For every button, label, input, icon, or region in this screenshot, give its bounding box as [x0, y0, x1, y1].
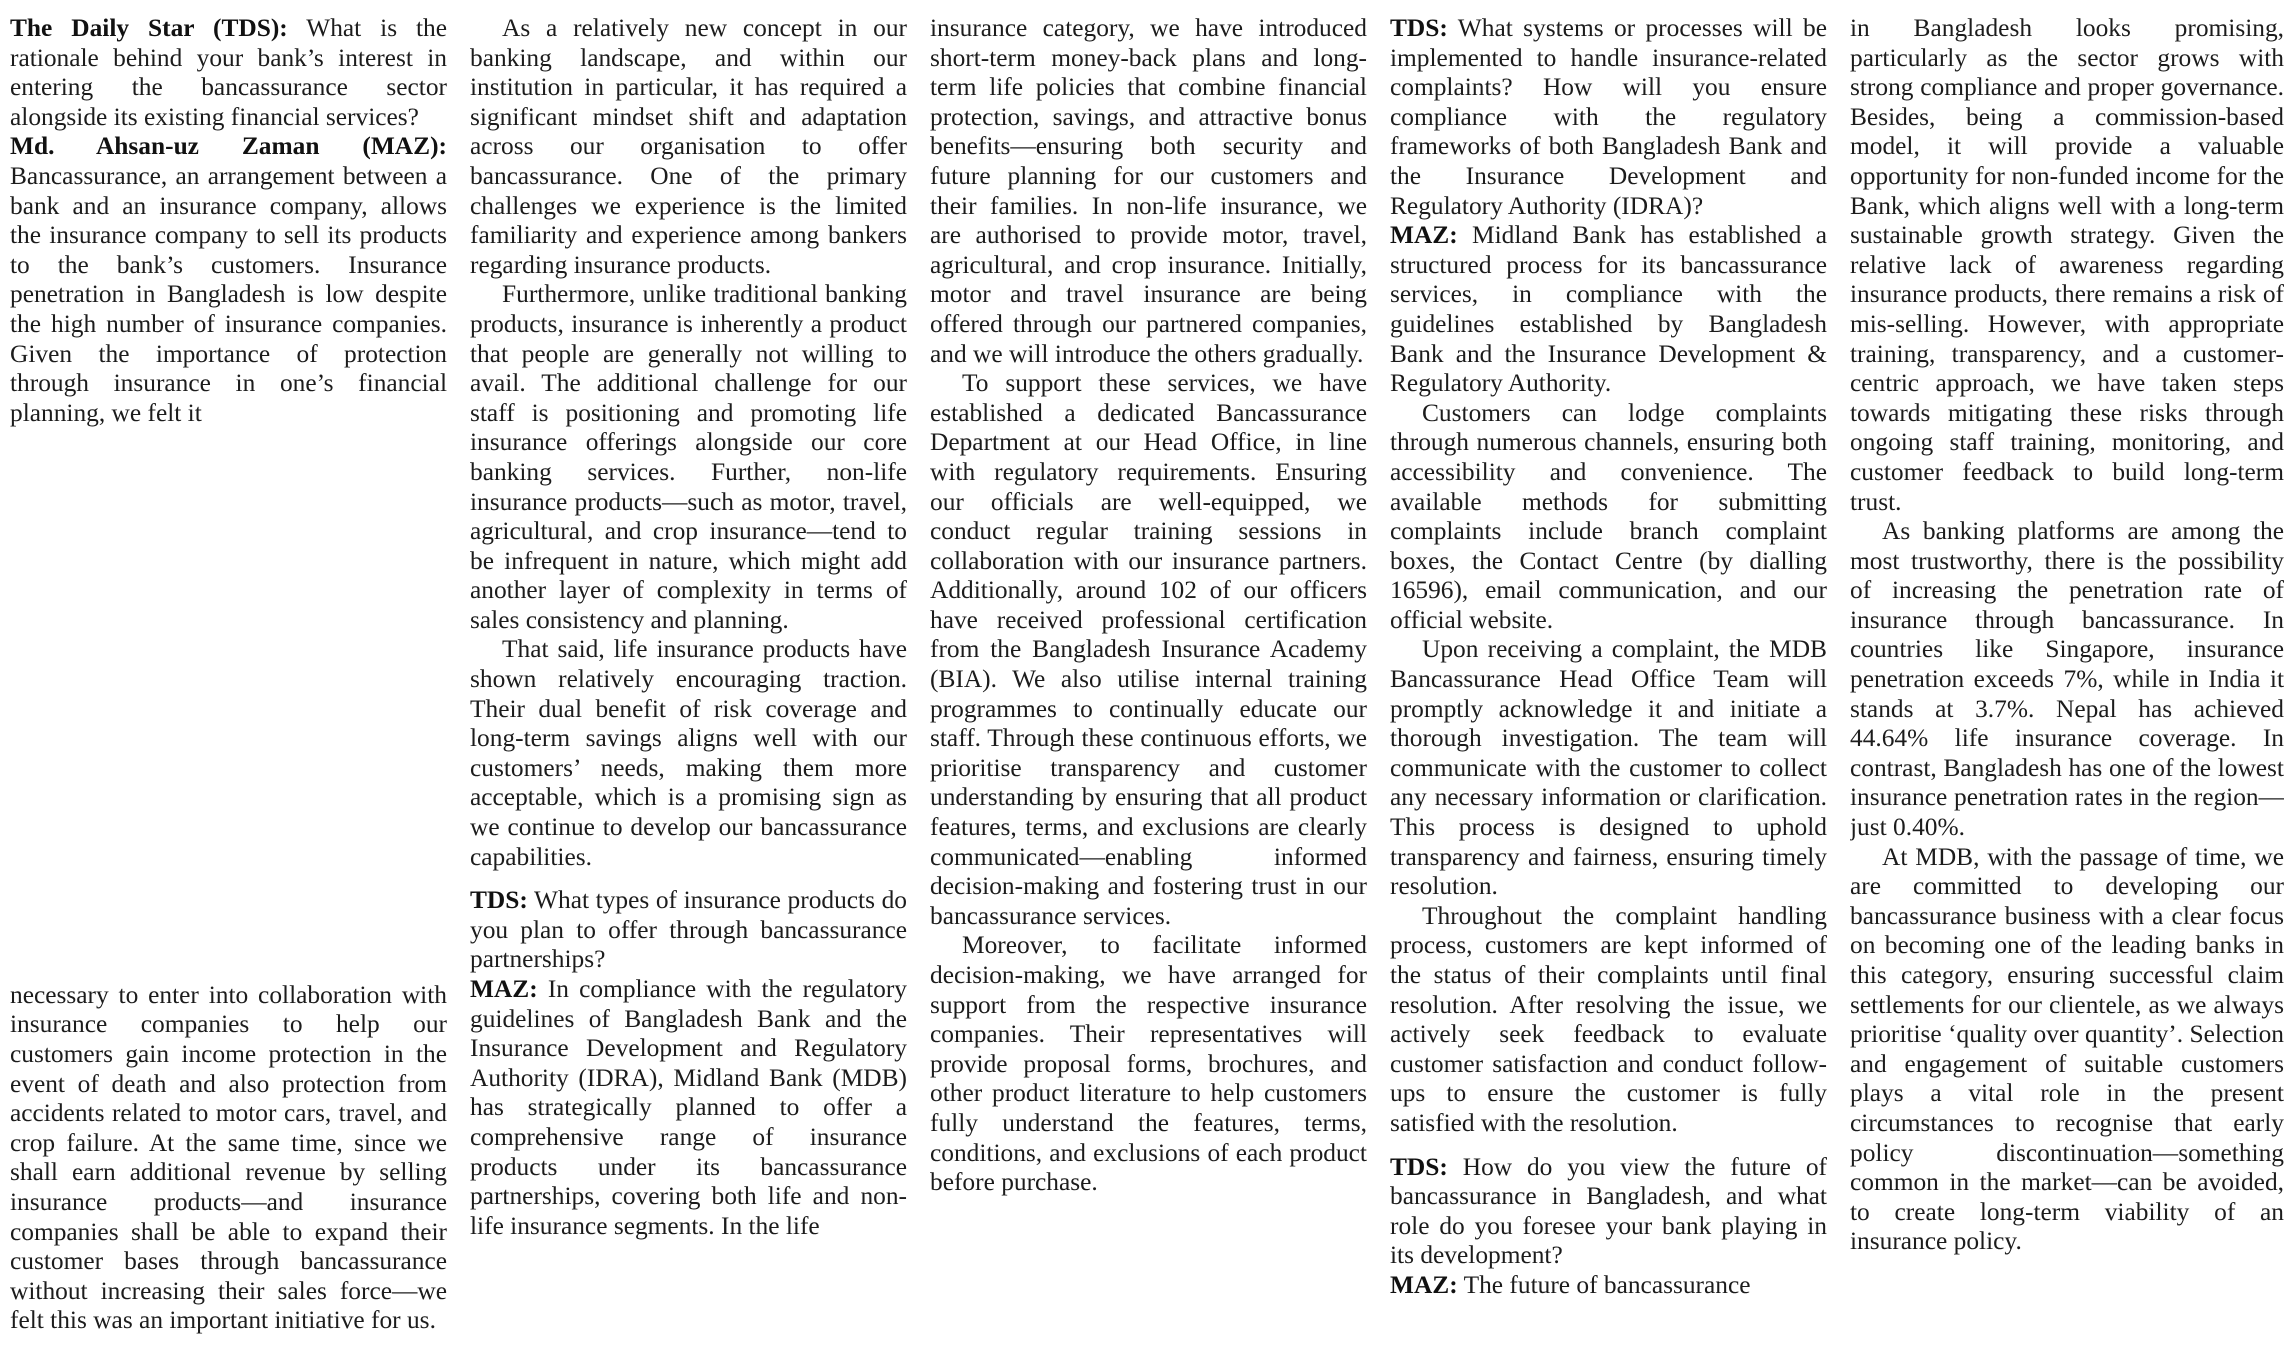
- speaker-label: MAZ:: [1390, 221, 1458, 250]
- question-1: [10, 14, 447, 132]
- paragraph: in Bangladesh looks promising, particularly as the sector grows with strong compliance and proper governance. Besides, being a commission-based model, it will provide a valuable opportunity for non-funded income for the Bank, which aligns well with a long-term sustainable growth strategy. Given the relative lack of awareness regarding insurance products, there remains a risk of mis-selling. However, with appropriate training, transparency, and a customer-centric approach, we have taken steps towards mitigating these risks through ongoing staff training, monitoring, and customer feedback to build long-term trust.: [1850, 14, 2284, 516]
- question-text: What systems or processes will be implemented to handle insurance-related complaints? How will you ensure compliance with the regulatory frameworks of both Bangladesh Bank and the Insurance Development and Regulatory Authority (IDRA)?: [1390, 14, 1827, 220]
- answer-text: The future of bancassurance: [1463, 1270, 1751, 1299]
- speaker-label: MAZ:: [1390, 1270, 1458, 1299]
- paragraph: That said, life insurance products have shown relatively encouraging traction. Their dual benefit of risk coverage and long-term savings aligns well with our customers’ needs, making them more acceptable, which is a promising sign as we continue to develop our bancassurance capabilities.: [470, 635, 907, 871]
- paragraph: Customers can lodge complaints through numerous channels, ensuring both accessibility and convenience. The available methods for submitting complaints include branch complaint boxes, the Contact Centre (by dialling 16596), email communication, and our official website.: [1390, 398, 1827, 634]
- speaker-label: MAZ:: [470, 975, 538, 1003]
- question-2: [470, 886, 907, 975]
- answer-4: [1390, 1271, 1827, 1301]
- speaker-label: TDS:: [1390, 1152, 1448, 1181]
- paragraph: To support these services, we have established a dedicated Bancassurance Department at our Head Office, in line with regulatory requirements. Ensuring our officials are well-equipped, we conduct regular training sessions in collaboration with our insurance partners. Additionally, around 102 of our officers have received professional certification from the Bangladesh Insurance Academy (BIA). We also utilise internal training programmes to continually educate our staff. Through these continuous efforts, we prioritise transparency and customer understanding by ensuring that all product features, terms, and exclusions are clearly communicated—enabling informed decision-making and fostering trust in our bancassurance services.: [930, 369, 1367, 930]
- question-text: What types of insurance products do you plan to offer through bancassurance partnerships?: [470, 886, 907, 974]
- paragraph: Upon receiving a complaint, the MDB Bancassurance Head Office Team will promptly acknowledge it and initiate a thorough investigation. The team will communicate with the customer to collect any necessary information or clarification. This process is designed to uphold transparency and fairness, ensuring timely resolution.: [1390, 635, 1827, 901]
- question-text: What is the rationale behind your bank’s interest in entering the bancassurance sector alongside its existing financial services?: [10, 14, 447, 131]
- answer-1-continued: [10, 981, 447, 1336]
- paragraph: necessary to enter into collaboration with insurance companies to help our customers gain income protection in the event of death and also protection from accidents related to motor cars, travel, and crop failure. At the same time, since we shall earn additional revenue by selling insurance products—and insurance companies shall be able to expand their customer bases through bancassurance without increasing their sales force—we felt this was an important initiative for us.: [10, 980, 447, 1335]
- paragraph: As banking platforms are among the most trustworthy, there is the possibility of increasing the penetration rate of insurance through bancassurance. In countries like Singapore, insurance penetration exceeds 7%, while in India it stands at 3.7%. Nepal has achieved 44.64% life insurance coverage. In contrast, Bangladesh has one of the lowest insurance penetration rates in the region—just 0.40%.: [1850, 517, 2284, 842]
- paragraph: Throughout the complaint handling process, customers are kept informed of the status of their complaints until final resolution. After resolving the issue, we actively seek feedback to evaluate customer satisfaction and conduct follow-ups to ensure the customer is fully satisfied with the resolution.: [1390, 901, 1827, 1137]
- question-4: [1390, 1153, 1827, 1271]
- article-column-4: [1390, 14, 1827, 1338]
- answer-text: Midland Bank has established a structured process for its bancassurance services, in compliance with the guidelines established by Bangladesh Bank and the Insurance Development & Regulatory Authority.: [1390, 221, 1827, 398]
- speaker-label: The Daily Star (TDS):: [10, 14, 288, 42]
- paragraph: Moreover, to facilitate informed decision-making, we have arranged for support from the respective insurance companies. Their representatives will provide proposal forms, brochures, and other product literature to help customers fully understand the features, terms, conditions, and exclusions of each product before purchase.: [930, 931, 1367, 1197]
- paragraph: At MDB, with the passage of time, we are committed to developing our bancassurance business with a clear focus on becoming one of the leading banks in this category, ensuring successful claim settlements for our clientele, as we always prioritise ‘quality over quantity’. Selection and engagement of suitable customers plays a vital role in the present circumstances to recognise that early policy discontinuation—something common in the market—can be avoided, to create long-term viability of an insurance policy.: [1850, 842, 2284, 1256]
- article-column-3: [930, 14, 1367, 1338]
- answer-1: [10, 132, 447, 428]
- question-text: How do you view the future of bancassurance in Bangladesh, and what role do you foresee your bank playing in its development?: [1390, 1152, 1827, 1270]
- speaker-label: TDS:: [1390, 14, 1448, 42]
- answer-text: In compliance with the regulatory guidelines of Bangladesh Bank and the Insurance Development and Regulatory Authority (IDRA), Midland Bank (MDB) has strategically planned to offer a comprehensive range of insurance products under its bancassurance partnerships, covering both life and non-life insurance segments. In the life: [470, 975, 907, 1240]
- answer-2: [470, 975, 907, 1241]
- paragraph: insurance category, we have introduced short-term money-back plans and long-term life policies that combine financial protection, savings, and attractive bonus benefits—ensuring both security and future planning for our customers and their families. In non-life insurance, we are authorised to provide motor, travel, agricultural, and crop insurance. Initially, motor and travel insurance are being offered through our partnered companies, and we will introduce the others gradually.: [930, 14, 1367, 368]
- paragraph: As a relatively new concept in our banking landscape, and within our institution in particular, it has required a significant mindset shift and adaptation across our organisation to offer bancassurance. One of the primary challenges we experience is the limited familiarity and experience among bankers regarding insurance products.: [470, 14, 907, 279]
- article-column-1: [10, 14, 447, 1338]
- article-column-2: [470, 14, 907, 1338]
- question-3: [1390, 14, 1827, 221]
- paragraph: Furthermore, unlike traditional banking products, insurance is inherently a product that people are generally not willing to avail. The additional challenge for our staff is positioning and promoting life insurance offerings alongside our core banking services. Further, non-life insurance products—such as motor, travel, agricultural, and crop insurance—tend to be infrequent in nature, which might add another layer of complexity in terms of sales consistency and planning.: [470, 280, 907, 634]
- article-column-5: [1850, 14, 2284, 1338]
- speaker-label: Md. Ahsan-uz Zaman (MAZ):: [10, 132, 447, 161]
- answer-3: [1390, 221, 1827, 399]
- answer-text: Bancassurance, an arrangement between a bank and an insurance company, allows the insurance company to sell its products to the bank’s customers. Insurance penetration in Bangladesh is low despite the high number of insurance companies. Given the importance of protection through insurance in one’s financial planning, we felt it: [10, 161, 447, 427]
- speaker-label: TDS:: [470, 886, 528, 915]
